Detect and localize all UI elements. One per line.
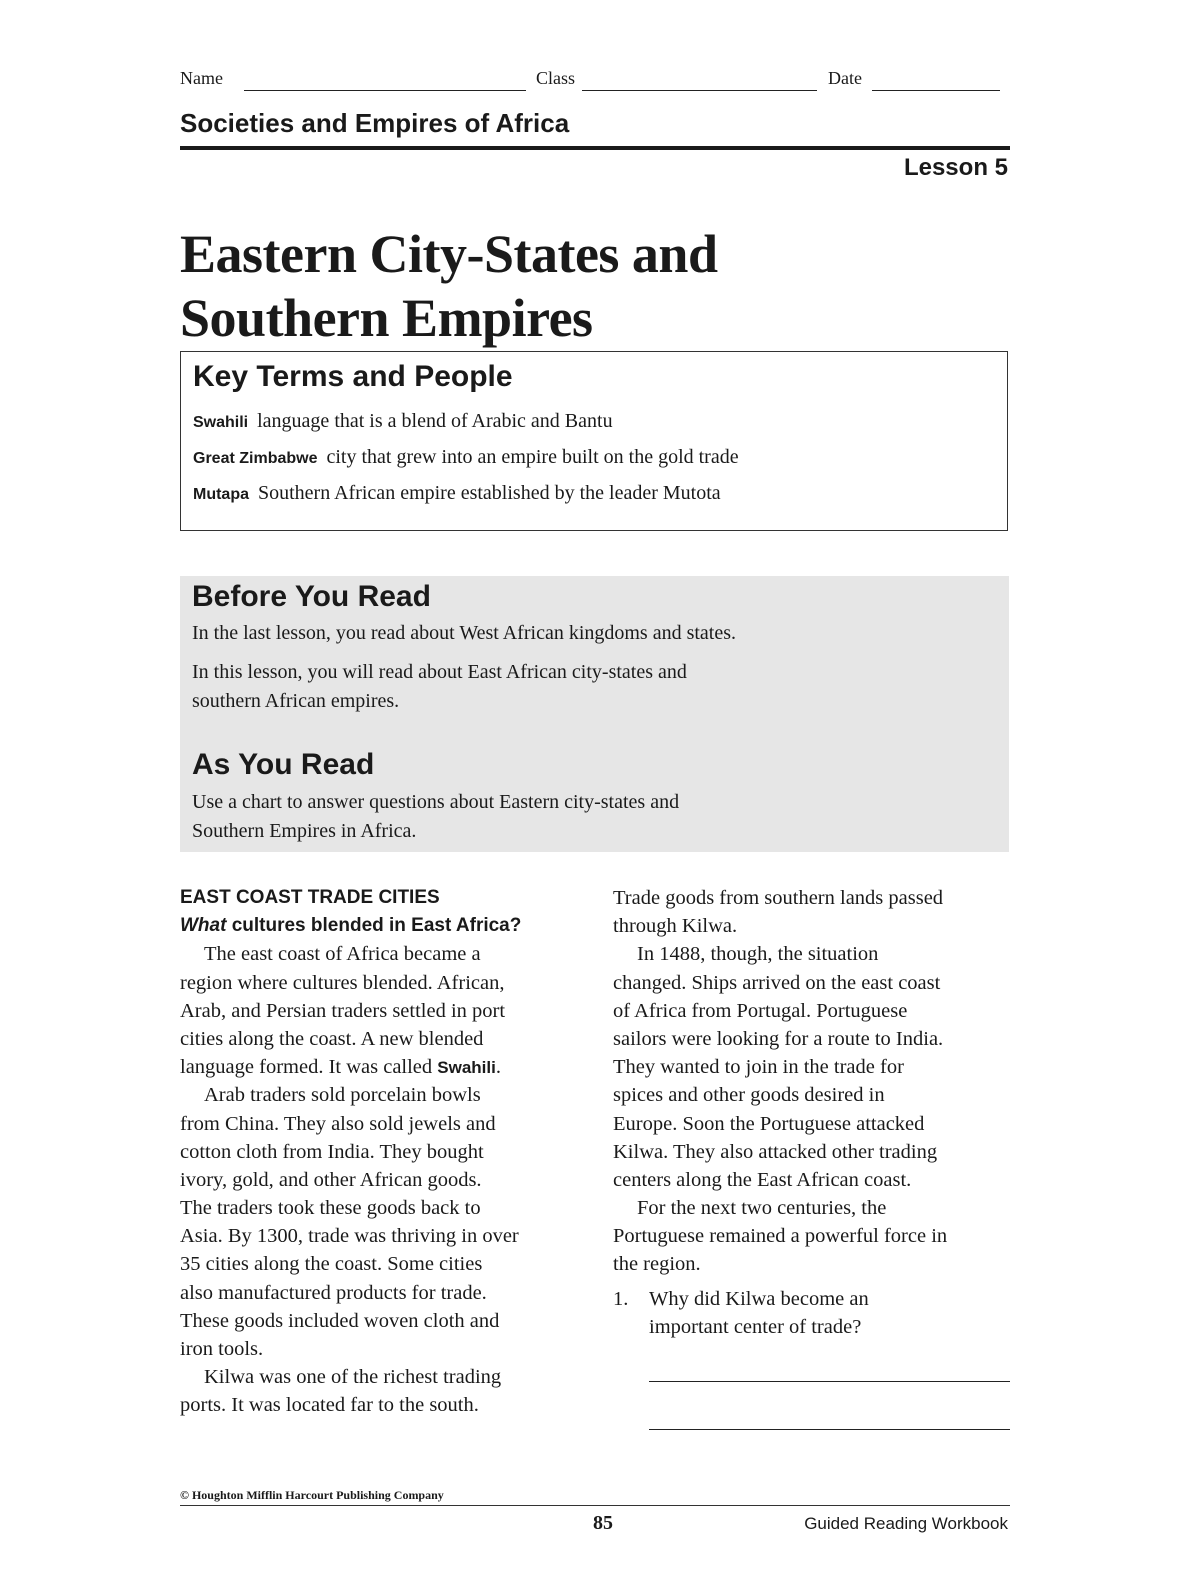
as-you-read-text-1: Use a chart to answer questions about Eastern city-states and	[192, 791, 680, 813]
paragraph-line: from China. They also sold jewels and	[180, 1112, 496, 1135]
before-you-read-text-2b: southern African empires.	[192, 690, 400, 712]
left-column	[180, 884, 521, 1420]
paragraph-line: Arab traders sold porcelain bowls	[204, 1084, 481, 1107]
inline-key-term: Swahili	[437, 1058, 496, 1078]
date-field[interactable]	[872, 90, 1000, 91]
key-terms-heading: Key Terms and People	[193, 360, 513, 393]
before-you-read-text-2a: In this lesson, you will read about East African city-states and	[192, 661, 687, 683]
paragraph-line: Arab, and Persian traders settled in port	[180, 999, 506, 1022]
reading-guide-box	[180, 576, 1009, 852]
paragraph-line: The east coast of Africa became a	[204, 943, 481, 966]
right-column	[613, 884, 947, 1341]
class-label: Class	[536, 68, 576, 88]
page-number: 85	[593, 1512, 613, 1534]
date-label: Date	[828, 68, 862, 88]
paragraph-line: Kilwa was one of the richest trading	[204, 1366, 502, 1389]
key-term-swahili	[193, 410, 613, 433]
section-question	[180, 912, 521, 940]
paragraph-line: Trade goods from southern lands passed	[613, 887, 944, 909]
term-label: Swahili	[193, 414, 249, 431]
paragraph-line: ports. It was located far to the south.	[180, 1394, 479, 1417]
class-field[interactable]	[582, 90, 817, 91]
paragraph-line: cotton cloth from India. They bought	[180, 1140, 484, 1163]
workbook-title: Guided Reading Workbook	[804, 1514, 1008, 1533]
paragraph-line: centers along the East African coast.	[613, 1168, 912, 1191]
title-line-1: Eastern City-States and	[180, 224, 718, 284]
as-you-read-heading: As You Read	[192, 748, 375, 781]
paragraph-line: ivory, gold, and other African goods.	[180, 1168, 482, 1191]
key-term-great-zimbabwe	[193, 446, 739, 469]
paragraph-text: language formed. It was called	[180, 1056, 438, 1079]
question-emphasis: What	[180, 915, 227, 937]
section-heading: EAST COAST TRADE CITIES	[180, 887, 440, 908]
paragraph-line: For the next two centuries, the	[637, 1197, 887, 1220]
paragraph-line: the region.	[613, 1253, 701, 1276]
unit-divider	[180, 146, 1010, 150]
page-title	[180, 222, 718, 350]
before-you-read-heading: Before You Read	[192, 580, 431, 613]
paragraph-line: cities along the coast. A new blended	[180, 1027, 484, 1050]
paragraph-line: In 1488, though, the situation	[637, 943, 879, 966]
term-definition: city that grew into an empire built on the gold trade	[326, 446, 739, 468]
key-term-mutapa	[193, 482, 721, 505]
lesson-label: Lesson 5	[903, 154, 1008, 181]
paragraph-line: 35 cities along the coast. Some cities	[180, 1253, 483, 1276]
unit-title: Societies and Empires of Africa	[180, 108, 570, 138]
question-1	[613, 1285, 947, 1313]
paragraph-line: also manufactured products for trade.	[180, 1281, 487, 1304]
paragraph-line: The traders took these goods back to	[180, 1197, 481, 1220]
paragraph-line: These goods included woven cloth and	[180, 1309, 500, 1332]
footer-divider	[180, 1505, 1010, 1506]
paragraph-line: spices and other goods desired in	[613, 1084, 885, 1107]
key-terms-box	[180, 351, 1008, 531]
answer-line-1[interactable]	[649, 1381, 1010, 1382]
name-label: Name	[180, 68, 223, 88]
term-label: Mutapa	[193, 486, 249, 503]
term-definition: Southern African empire established by the leader Mutota	[258, 482, 721, 504]
term-label: Great Zimbabwe	[193, 450, 318, 467]
term-definition: language that is a blend of Arabic and Bantu	[257, 410, 613, 432]
paragraph-text: .	[495, 1056, 501, 1079]
question-text: cultures blended in East Africa?	[226, 915, 522, 937]
student-info-line	[180, 66, 1010, 96]
paragraph-line: Europe. Soon the Portuguese attacked	[613, 1112, 925, 1135]
paragraph-line: through Kilwa.	[613, 915, 738, 938]
question-number: 1.	[613, 1287, 629, 1310]
question-1-continued: important center of trade?	[649, 1315, 862, 1338]
paragraph-line: changed. Ships arrived on the east coast	[613, 971, 941, 994]
paragraph-line	[180, 1053, 521, 1081]
before-you-read-text-1: In the last lesson, you read about West African kingdoms and states.	[192, 622, 737, 644]
paragraph-line: of Africa from Portugal. Portuguese	[613, 999, 908, 1022]
paragraph-line: sailors were looking for a route to India.	[613, 1027, 944, 1050]
as-you-read-text-2: Southern Empires in Africa.	[192, 820, 417, 842]
title-line-2: Southern Empires	[180, 288, 593, 348]
paragraph-line: region where cultures blended. African,	[180, 971, 505, 994]
copyright-notice: © Houghton Mifflin Harcourt Publishing Company	[180, 1488, 444, 1502]
paragraph-line: They wanted to join in the trade for	[613, 1056, 904, 1079]
answer-line-2[interactable]	[649, 1429, 1010, 1430]
paragraph-line: Asia. By 1300, trade was thriving in over	[180, 1225, 519, 1248]
name-field[interactable]	[244, 90, 526, 91]
paragraph-line: iron tools.	[180, 1338, 264, 1360]
question-text: Why did Kilwa become an	[649, 1287, 869, 1310]
paragraph-line: Portuguese remained a powerful force in	[613, 1225, 948, 1248]
paragraph-line: Kilwa. They also attacked other trading	[613, 1140, 938, 1163]
